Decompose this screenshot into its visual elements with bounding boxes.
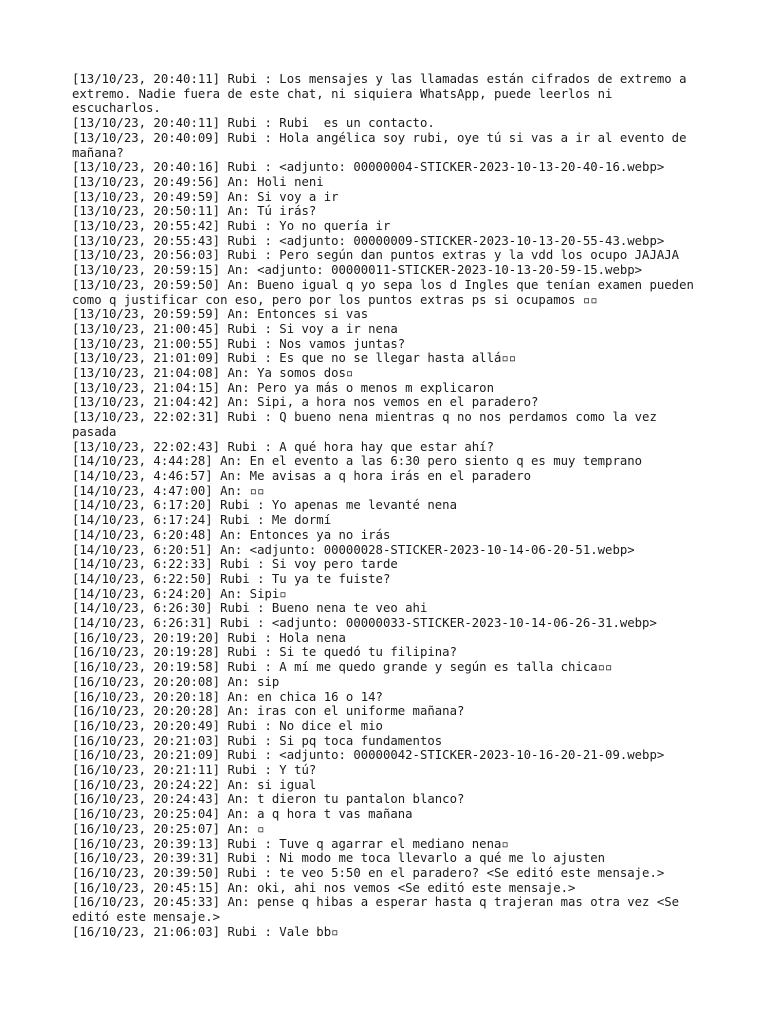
chat-line: [16/10/23, 20:25:04] An: a q hora t vas mañana [72,807,413,822]
chat-line: [16/10/23, 20:19:28] Rubi : Si te quedó tu filipina? [72,645,457,660]
chat-line: [13/10/23, 21:01:09] Rubi : Es que no se llegar hasta allá▫▫ [72,351,517,366]
chat-line: [16/10/23, 20:24:43] An: t dieron tu pantalon blanco? [72,792,465,807]
chat-line: [14/10/23, 6:22:33] Rubi : Si voy pero tarde [72,557,398,572]
chat-transcript [72,72,702,939]
chat-line: [13/10/23, 20:55:42] Rubi : Yo no quería ir [72,219,391,234]
chat-line: [14/10/23, 6:24:20] An: Sipi▫ [72,586,287,601]
chat-line: [13/10/23, 21:00:45] Rubi : Si voy a ir nena [72,321,398,336]
chat-line: [13/10/23, 20:50:11] An: Tú irás? [72,204,317,219]
chat-line: [14/10/23, 6:26:30] Rubi : Bueno nena te veo ahi [72,601,428,616]
chat-line: [14/10/23, 6:17:24] Rubi : Me dormí [72,513,332,528]
chat-line: [16/10/23, 20:24:22] An: si igual [72,777,317,792]
chat-line: [16/10/23, 20:39:50] Rubi : te veo 5:50 en el paradero? <Se editó este mensaje.> [72,865,665,880]
chat-line: [13/10/23, 20:59:50] An: Bueno igual q yo sepa los d Ingles que tenían examen pueden como q justificar con eso, pero por los puntos extras ps si ocupamos ▫▫ [72,277,702,307]
chat-line: [16/10/23, 20:19:20] Rubi : Hola nena [72,630,346,645]
chat-line: [16/10/23, 20:45:15] An: oki, ahi nos vemos <Se editó este mensaje.> [72,880,576,895]
chat-line: [13/10/23, 21:04:08] An: Ya somos dos▫ [72,366,354,381]
chat-line: [14/10/23, 6:26:31] Rubi : <adjunto: 00000033-STICKER-2023-10-14-06-26-31.webp> [72,616,657,631]
chat-line: [13/10/23, 20:40:11] Rubi : Los mensajes y las llamadas están cifrados de extremo a extremo. Nadie fuera de este chat, ni siquiera WhatsApp, puede leerlos ni escucharlos. [72,72,694,116]
chat-line: [13/10/23, 20:49:56] An: Holi neni [72,174,324,189]
chat-line: [16/10/23, 20:39:31] Rubi : Ni modo me toca llevarlo a qué me lo ajusten [72,851,606,866]
chat-line: [14/10/23, 6:20:48] An: Entonces ya no irás [72,527,391,542]
chat-line: [14/10/23, 4:46:57] An: Me avisas a q hora irás en el paradero [72,468,532,483]
chat-line: [16/10/23, 20:19:58] Rubi : A mí me quedo grande y según es talla chica▫▫ [72,660,613,675]
chat-line: [14/10/23, 4:47:00] An: ▫▫ [72,483,265,498]
chat-line: [13/10/23, 20:40:16] Rubi : <adjunto: 00000004-STICKER-2023-10-13-20-40-16.webp> [72,160,665,175]
chat-line: [13/10/23, 21:04:15] An: Pero ya más o menos m explicaron [72,380,494,395]
chat-line: [14/10/23, 6:22:50] Rubi : Tu ya te fuiste? [72,571,391,586]
chat-line: [13/10/23, 22:02:43] Rubi : A qué hora hay que estar ahí? [72,439,494,454]
chat-line: [16/10/23, 20:45:33] An: pense q hibas a esperar hasta q trajeran mas otra vez <Se editó este mensaje.> [72,895,687,925]
chat-line: [13/10/23, 20:49:59] An: Si voy a ir [72,189,339,204]
chat-line: [16/10/23, 20:25:07] An: ▫ [72,821,265,836]
chat-line: [13/10/23, 20:56:03] Rubi : Pero según dan puntos extras y la vdd los ocupo JAJAJA [72,248,680,263]
chat-line: [16/10/23, 20:21:09] Rubi : <adjunto: 00000042-STICKER-2023-10-16-20-21-09.webp> [72,748,665,763]
chat-line: [13/10/23, 20:59:15] An: <adjunto: 00000011-STICKER-2023-10-13-20-59-15.webp> [72,263,643,278]
chat-line: [13/10/23, 21:04:42] An: Sipi, a hora nos vemos en el paradero? [72,395,539,410]
chat-line: [16/10/23, 20:20:08] An: sip [72,674,280,689]
chat-line: [13/10/23, 20:40:09] Rubi : Hola angélica soy rubi, oye tú si vas a ir al evento de mañana? [72,130,694,160]
chat-line: [13/10/23, 22:02:31] Rubi : Q bueno nena mientras q no nos perdamos como la vez pasada [72,410,665,439]
chat-line: [16/10/23, 20:20:49] Rubi : No dice el mio [72,718,383,733]
chat-line: [16/10/23, 20:21:03] Rubi : Si pq toca fundamentos [72,733,443,748]
chat-line: [13/10/23, 21:00:55] Rubi : Nos vamos juntas? [72,336,406,351]
chat-line: [16/10/23, 20:39:13] Rubi : Tuve q agarrar el mediano nena▫ [72,836,509,851]
chat-line: [13/10/23, 20:55:43] Rubi : <adjunto: 00000009-STICKER-2023-10-13-20-55-43.webp> [72,233,665,248]
chat-line: [14/10/23, 6:17:20] Rubi : Yo apenas me levanté nena [72,498,457,513]
chat-line: [13/10/23, 20:59:59] An: Entonces si vas [72,307,369,322]
chat-line: [16/10/23, 20:20:28] An: iras con el uniforme mañana? [72,704,465,719]
chat-line: [16/10/23, 20:21:11] Rubi : Y tú? [72,763,317,778]
chat-line: [14/10/23, 6:20:51] An: <adjunto: 00000028-STICKER-2023-10-14-06-20-51.webp> [72,542,635,557]
chat-line: [14/10/23, 4:44:28] An: En el evento a las 6:30 pero siento q es muy temprano [72,454,643,469]
chat-line: [16/10/23, 21:06:03] Rubi : Vale bb▫ [72,924,339,939]
chat-line: [13/10/23, 20:40:11] Rubi : Rubi es un contacto. [72,116,435,131]
chat-line: [16/10/23, 20:20:18] An: en chica 16 o 14? [72,689,383,704]
